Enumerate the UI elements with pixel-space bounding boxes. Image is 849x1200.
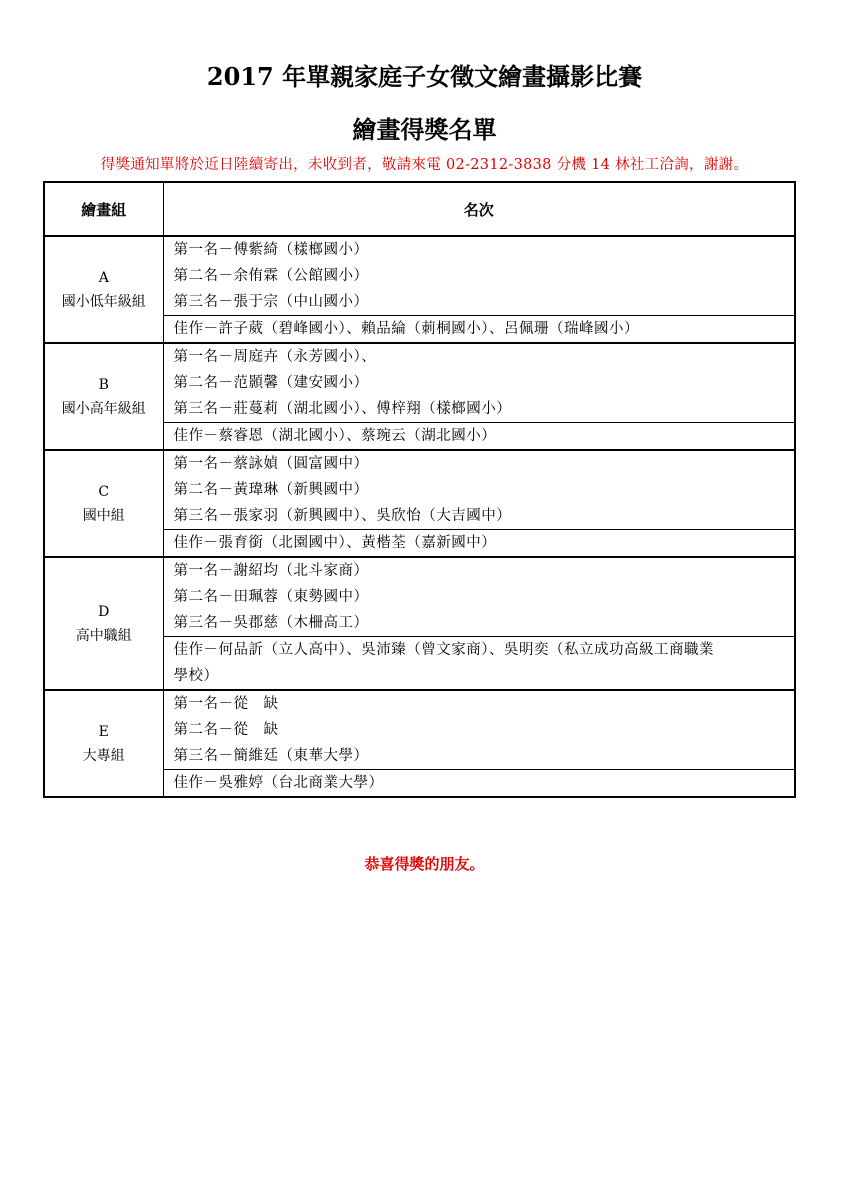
document-subtitle: 繪畫得獎名單 (352, 115, 497, 144)
group-code: E (98, 723, 109, 740)
honorable-entry: 學校） (173, 668, 219, 684)
rank-entry: 第三名－張于宗（中山國小） (173, 294, 369, 310)
rank-entry: 第二名－余侑霖（公館國小） (173, 268, 369, 284)
group-name: 國中組 (82, 507, 125, 524)
rank-entry: 第三名－簡維廷（東華大學） (173, 748, 369, 764)
group-code: C (98, 483, 110, 500)
header-group: 繪畫組 (44, 182, 163, 236)
honorable-cell (163, 530, 795, 558)
group-name: 國小高年級組 (61, 400, 146, 417)
honorable-entry: 佳作－張育銜（北園國中）、黃楷荃（嘉新國中） (173, 535, 497, 551)
group-row (44, 236, 795, 316)
group-row (44, 450, 795, 530)
rank-entry: 第三名－吳郡慈（木柵高工） (173, 615, 369, 631)
group-cell (44, 450, 163, 557)
document-title: 2017 年單親家庭子女徵文繪畫攝影比賽 (206, 62, 643, 91)
honorable-entry: 佳作－何品訢（立人高中）、吳沛臻（曾文家商）、吳明奕（私立成功高級工商職業 (173, 642, 714, 658)
header-rank: 名次 (163, 182, 795, 236)
rank-entry: 第二名－田珮蓉（東勢國中） (173, 589, 369, 605)
ranks-cell (163, 450, 795, 530)
rank-entry: 第三名－張家羽（新興國中）、吳欣怡（大吉國中） (173, 508, 512, 524)
ranks-cell (163, 343, 795, 423)
rank-entry: 第一名－傅紫綺（樣榔國小） (173, 242, 369, 258)
group-code: A (98, 269, 109, 286)
notice-text: 得獎通知單將於近日陸續寄出，未收到者，敬請來電 02-2312-3838 分機 14 林社工洽詢，謝謝。 (100, 157, 749, 173)
honorable-cell (163, 423, 795, 451)
rank-entry: 第一名－從 缺 (173, 696, 279, 712)
group-name: 國小低年級組 (61, 293, 146, 310)
honorable-entry: 佳作－蔡睿恩（湖北國小）、蔡琬云（湖北國小） (173, 428, 497, 444)
honorable-entry: 佳作－許子葳（碧峰國小）、賴品綸（莿桐國小）、呂佩珊（瑞峰國小） (173, 321, 639, 337)
rank-entry: 第二名－從 缺 (173, 722, 279, 738)
rank-entry: 第二名－黃瑋琳（新興國中） (173, 482, 369, 498)
rank-entry: 第一名－謝紹均（北斗家商） (173, 563, 369, 579)
group-code: B (98, 376, 109, 393)
group-row (44, 690, 795, 770)
group-cell (44, 557, 163, 690)
group-name: 高中職組 (75, 627, 132, 644)
group-name: 大專組 (82, 747, 125, 764)
group-cell (44, 343, 163, 450)
congrats-text: 恭喜得獎的朋友。 (364, 855, 485, 873)
ranks-cell (163, 690, 795, 770)
rank-entry: 第一名－周庭卉（永芳國小）、 (173, 349, 377, 365)
rank-entry: 第一名－蔡詠媜（圓富國中） (173, 456, 369, 472)
rank-entry: 第二名－范顥馨（建安國小） (173, 375, 369, 391)
group-cell (44, 236, 163, 343)
group-cell (44, 690, 163, 797)
group-row (44, 343, 795, 423)
rank-entry: 第三名－莊蔓莉（湖北國小）、傅梓翔（樣榔國小） (173, 401, 512, 417)
group-row (44, 557, 795, 637)
ranks-cell (163, 557, 795, 637)
group-code: D (98, 603, 110, 620)
honorable-cell (163, 770, 795, 798)
ranks-cell (163, 236, 795, 316)
awards-body (44, 236, 795, 797)
honorable-cell (163, 637, 795, 691)
honorable-cell (163, 316, 795, 344)
honorable-entry: 佳作－吳雅婷（台北商業大學） (173, 775, 384, 791)
awards-table (43, 181, 796, 798)
